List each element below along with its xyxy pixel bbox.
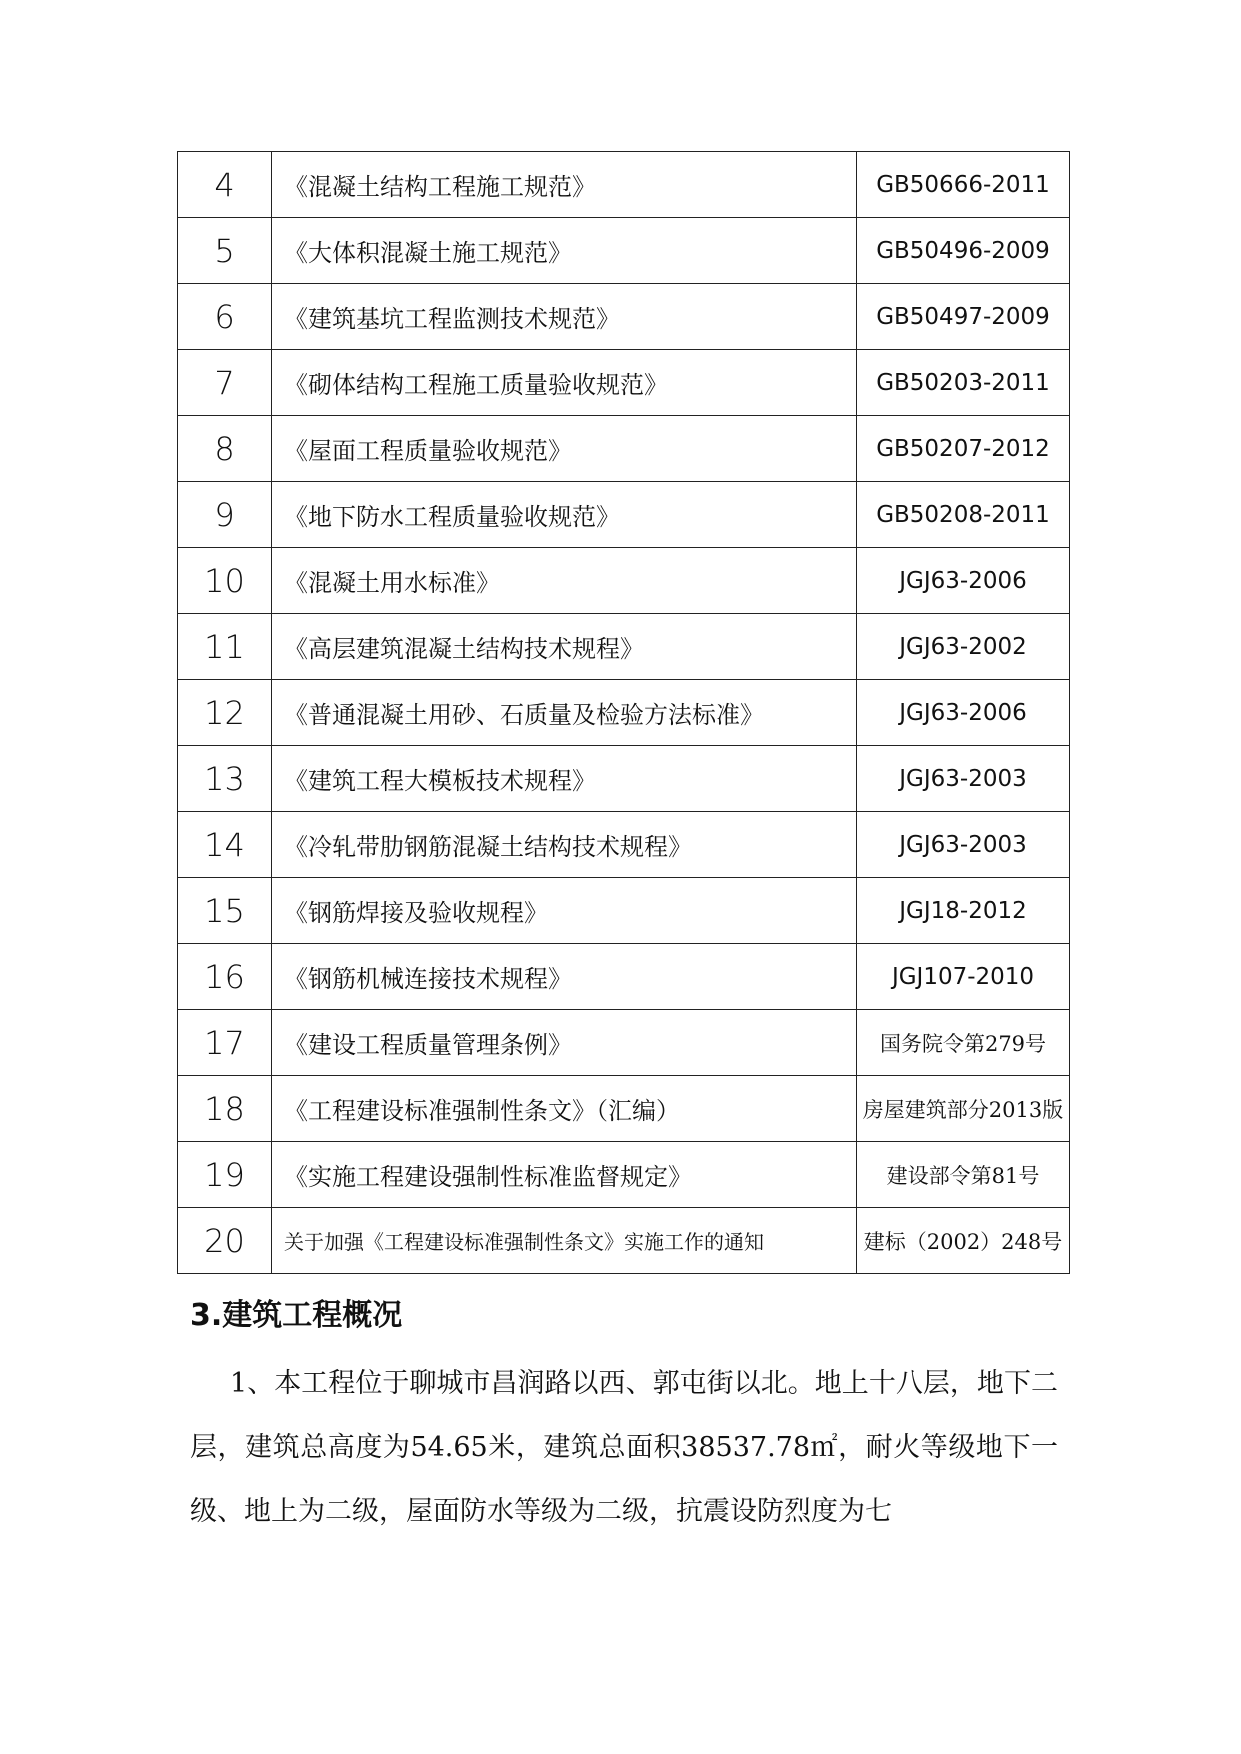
standard-name: 《工程建设标准强制性条文》（汇编）: [272, 1076, 857, 1142]
standard-code: GB50208-2011: [857, 482, 1070, 548]
row-number: 12: [178, 680, 272, 746]
section-paragraph: 1、本工程位于聊城市昌润路以西、郭屯街以北。地上十八层，地下二层，建筑总高度为54.65米，建筑总面积38537.78㎡，耐火等级地下一级、地上为二级，屋面防水等级为二级，抗震设防烈度为七: [190, 1368, 1058, 1527]
standard-name: 《屋面工程质量验收规范》: [272, 416, 857, 482]
table-row: [178, 878, 1070, 944]
table-row: [178, 152, 1070, 218]
standard-code: 建标（2002）248号: [857, 1208, 1070, 1274]
table-row: [178, 284, 1070, 350]
table-row: [178, 680, 1070, 746]
row-number: 16: [178, 944, 272, 1010]
standard-code: JGJ107-2010: [857, 944, 1070, 1010]
row-number: 7: [178, 350, 272, 416]
standard-name: 《实施工程建设强制性标准监督规定》: [272, 1142, 857, 1208]
standard-code: 房屋建筑部分2013版: [857, 1076, 1070, 1142]
table-row: [178, 218, 1070, 284]
standard-code: JGJ18-2012: [857, 878, 1070, 944]
table-row: [178, 1010, 1070, 1076]
standard-code: JGJ63-2003: [857, 812, 1070, 878]
row-number: 17: [178, 1010, 272, 1076]
standard-name: 《砌体结构工程施工质量验收规范》: [272, 350, 857, 416]
row-number: 10: [178, 548, 272, 614]
row-number: 20: [178, 1208, 272, 1274]
standard-name: 《冷轧带肋钢筋混凝土结构技术规程》: [272, 812, 857, 878]
standard-code: 国务院令第279号: [857, 1010, 1070, 1076]
row-number: 11: [178, 614, 272, 680]
table-row: [178, 416, 1070, 482]
table-row: [178, 1208, 1070, 1274]
standard-name: 《钢筋机械连接技术规程》: [272, 944, 857, 1010]
table-row: [178, 1076, 1070, 1142]
standard-name: 《钢筋焊接及验收规程》: [272, 878, 857, 944]
standard-name: 《混凝土结构工程施工规范》: [272, 152, 857, 218]
table-row: [178, 1142, 1070, 1208]
standard-name: 《普通混凝土用砂、石质量及检验方法标准》: [272, 680, 857, 746]
standard-code: 建设部令第81号: [857, 1142, 1070, 1208]
standard-code: GB50207-2012: [857, 416, 1070, 482]
standard-name: 《建设工程质量管理条例》: [272, 1010, 857, 1076]
standard-name: 关于加强《工程建设标准强制性条文》实施工作的通知: [272, 1208, 857, 1274]
standard-code: JGJ63-2003: [857, 746, 1070, 812]
table-row: [178, 614, 1070, 680]
row-number: 19: [178, 1142, 272, 1208]
row-number: 14: [178, 812, 272, 878]
standard-code: GB50666-2011: [857, 152, 1070, 218]
standard-code: JGJ63-2002: [857, 614, 1070, 680]
standard-name: 《大体积混凝土施工规范》: [272, 218, 857, 284]
row-number: 9: [178, 482, 272, 548]
table-row: [178, 746, 1070, 812]
standard-code: GB50497-2009: [857, 284, 1070, 350]
row-number: 15: [178, 878, 272, 944]
row-number: 18: [178, 1076, 272, 1142]
row-number: 13: [178, 746, 272, 812]
table-row: [178, 812, 1070, 878]
table-row: [178, 482, 1070, 548]
row-number: 6: [178, 284, 272, 350]
standard-name: 《地下防水工程质量验收规范》: [272, 482, 857, 548]
table-row: [178, 944, 1070, 1010]
standard-name: 《建筑工程大模板技术规程》: [272, 746, 857, 812]
standard-name: 《建筑基坑工程监测技术规范》: [272, 284, 857, 350]
row-number: 5: [178, 218, 272, 284]
row-number: 8: [178, 416, 272, 482]
standard-code: JGJ63-2006: [857, 548, 1070, 614]
standard-name: 《混凝土用水标准》: [272, 548, 857, 614]
table-row: [178, 350, 1070, 416]
standard-name: 《高层建筑混凝土结构技术规程》: [272, 614, 857, 680]
standard-code: GB50203-2011: [857, 350, 1070, 416]
table-row: [178, 548, 1070, 614]
standards-table: [177, 151, 1070, 1274]
standard-code: JGJ63-2006: [857, 680, 1070, 746]
row-number: 4: [178, 152, 272, 218]
section-heading: 3.建筑工程概况: [190, 1298, 403, 1333]
standard-code: GB50496-2009: [857, 218, 1070, 284]
